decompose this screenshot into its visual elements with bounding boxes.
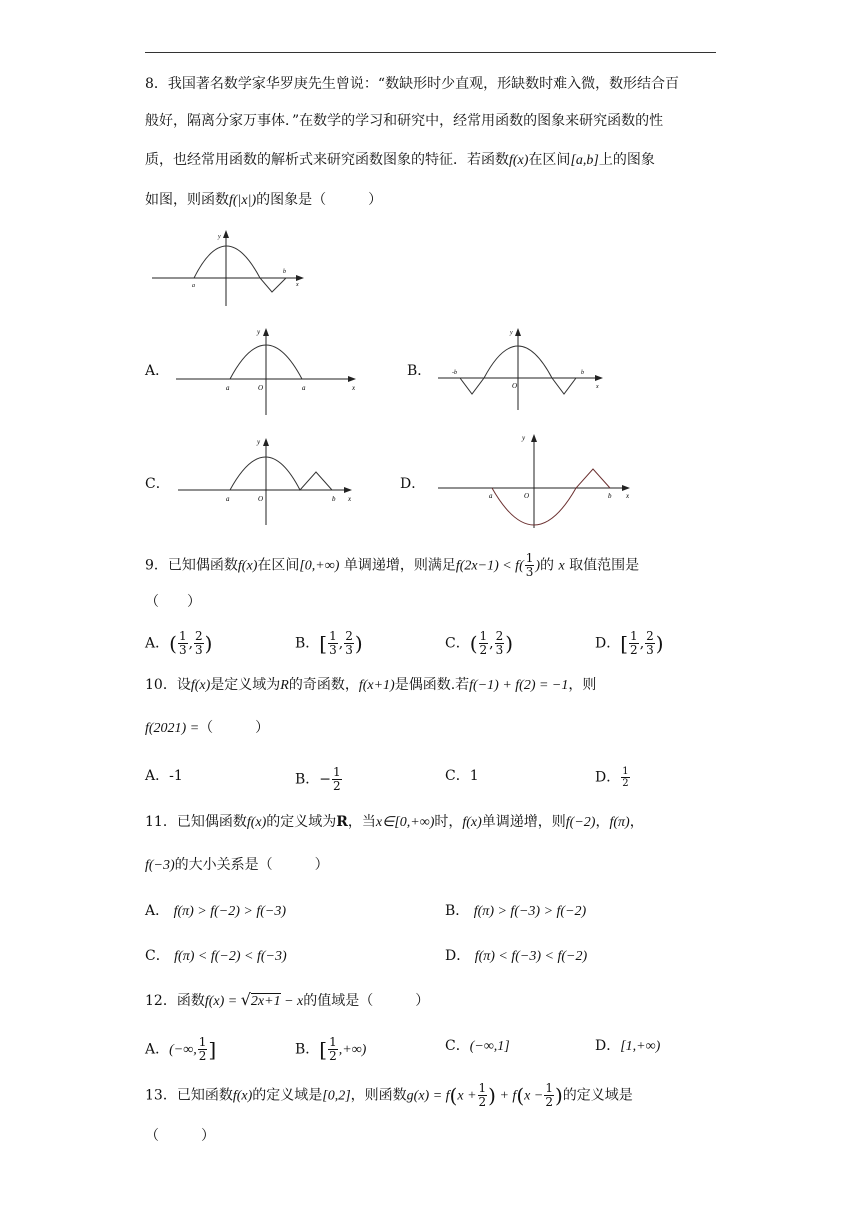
svg-text:a: a [226, 384, 230, 392]
q9-option-d[interactable]: D．[ $\frac{1}{2}$ , $\frac{2}{3}$ ) [595, 629, 664, 657]
q11-option-a[interactable]: A． f(π) > f(−2) > f(−3) [145, 903, 287, 919]
q8-line1: 8．我国著名数学家华罗庚先生曾说：“数缺形时少直观，形缺数时难入微，数形结合百 [145, 76, 680, 92]
q8-option-b[interactable]: B． [407, 363, 432, 379]
q8-line2: 般好，隔离分家万事体．”在数学的学习和研究中，经常用函数的图象来研究函数的性 [145, 113, 664, 129]
q10-option-c[interactable]: C．1 [445, 768, 479, 784]
q12-option-b[interactable]: B．[ $\frac{1}{2}$ ,+∞) [295, 1035, 367, 1063]
q9-option-a[interactable]: A．( $\frac{1}{3}$ , $\frac{2}{3}$ ) [145, 629, 213, 657]
q12-option-a[interactable]: A．(−∞, $\frac{1}{2}$ ] [145, 1035, 217, 1063]
q12-option-d[interactable]: D．[1,+∞) [595, 1038, 661, 1054]
svg-text:b: b [332, 495, 336, 503]
svg-text:O: O [258, 495, 264, 503]
q10-option-d[interactable]: D． $\frac{1}{2}$ [595, 766, 629, 789]
q8-option-d[interactable]: D． [400, 476, 426, 492]
q12-option-c[interactable]: C．(−∞,1] [445, 1038, 510, 1054]
q11-option-b[interactable]: B． f(π) > f(−3) > f(−2) [445, 903, 587, 919]
q9-paren: （ ） [145, 594, 201, 610]
q11-stem-2: f(−3)的大小关系是（ ） [145, 857, 329, 873]
q11-option-c[interactable]: C． f(π) < f(−2) < f(−3) [145, 948, 287, 964]
svg-text:a: a [226, 495, 230, 503]
q8-graph-c [176, 432, 361, 527]
q9-option-b[interactable]: B．[ $\frac{1}{3}$ , $\frac{2}{3}$ ) [295, 629, 363, 657]
q10-stem: 10．设f(x)是定义域为R的奇函数，f(x+1)是偶函数.若f(−1) + f(2) = −1，则 [145, 677, 597, 693]
q10-stem-2: f(2021) =（ ） [145, 720, 270, 736]
svg-text:b: b [581, 370, 584, 376]
q9-option-c[interactable]: C．( $\frac{1}{2}$ , $\frac{2}{3}$ ) [445, 629, 514, 657]
label-x: x [296, 282, 299, 288]
label-b: b [283, 269, 286, 275]
label-y: y [218, 234, 221, 240]
interval-ab: [a,b] [570, 153, 599, 168]
svg-text:y: y [257, 438, 261, 446]
svg-text:x: x [352, 384, 356, 392]
svg-text:y: y [522, 434, 526, 442]
q8-line3: 质，也经常用函数的解析式来研究函数图象的特征．若函数f(x)在区间[a,b]上的图象 [145, 152, 655, 168]
q8-option-a[interactable]: A． [145, 363, 170, 379]
q8-graph-b [436, 324, 611, 414]
q11-option-d[interactable]: D． f(π) < f(−3) < f(−2) [445, 948, 588, 964]
label-a: a [192, 283, 195, 289]
svg-text:x: x [348, 495, 352, 503]
f-abs-x: f(|x|) [229, 193, 257, 208]
fx-expr: f(x) [509, 153, 529, 168]
q12-stem: 12．函数f(x) = √2x+1 − x的值域是（ ） [145, 990, 430, 1009]
q10-option-b[interactable]: B．− $\frac{1}{2}$ [295, 765, 341, 793]
q10-option-a[interactable]: A．-1 [145, 768, 183, 784]
svg-text:a: a [302, 384, 306, 392]
q8-graph-a [172, 322, 367, 417]
q13-stem: 13．已知函数f(x)的定义域是[0,2]，则函数g(x) = f(x + $\frac{1}{2}$ ) + f(x − $\frac{1}{2}$ )的定义域是 [145, 1081, 633, 1109]
q11-stem: 11．已知偶函数f(x)的定义域为R，当x∈[0,+∞)时，f(x)单调递增，则f(−2)，f(π)， [145, 814, 644, 830]
q9-stem: 9．已知偶函数f(x)在区间[0,+∞) 单调递增，则满足f(2x−1) < f( $\frac{1}{3}$ )的 x 取值范围是 [145, 551, 640, 579]
svg-text:O: O [258, 384, 264, 392]
svg-text:x: x [626, 492, 630, 500]
header-rule [145, 52, 716, 53]
q8-option-c[interactable]: C． [145, 476, 170, 492]
q8-line4: 如图，则函数f(|x|)的图象是（ ） [145, 192, 383, 208]
q8-given-graph [150, 228, 310, 308]
svg-text:O: O [524, 492, 530, 500]
svg-text:b: b [608, 492, 612, 500]
svg-text:-b: -b [452, 370, 457, 376]
q8-graph-d [436, 430, 636, 530]
svg-text:a: a [489, 492, 493, 500]
svg-text:x: x [596, 384, 599, 390]
svg-text:O: O [512, 382, 518, 390]
svg-text:y: y [257, 328, 261, 336]
svg-text:y: y [510, 330, 513, 336]
q13-paren: （ ） [145, 1128, 215, 1144]
